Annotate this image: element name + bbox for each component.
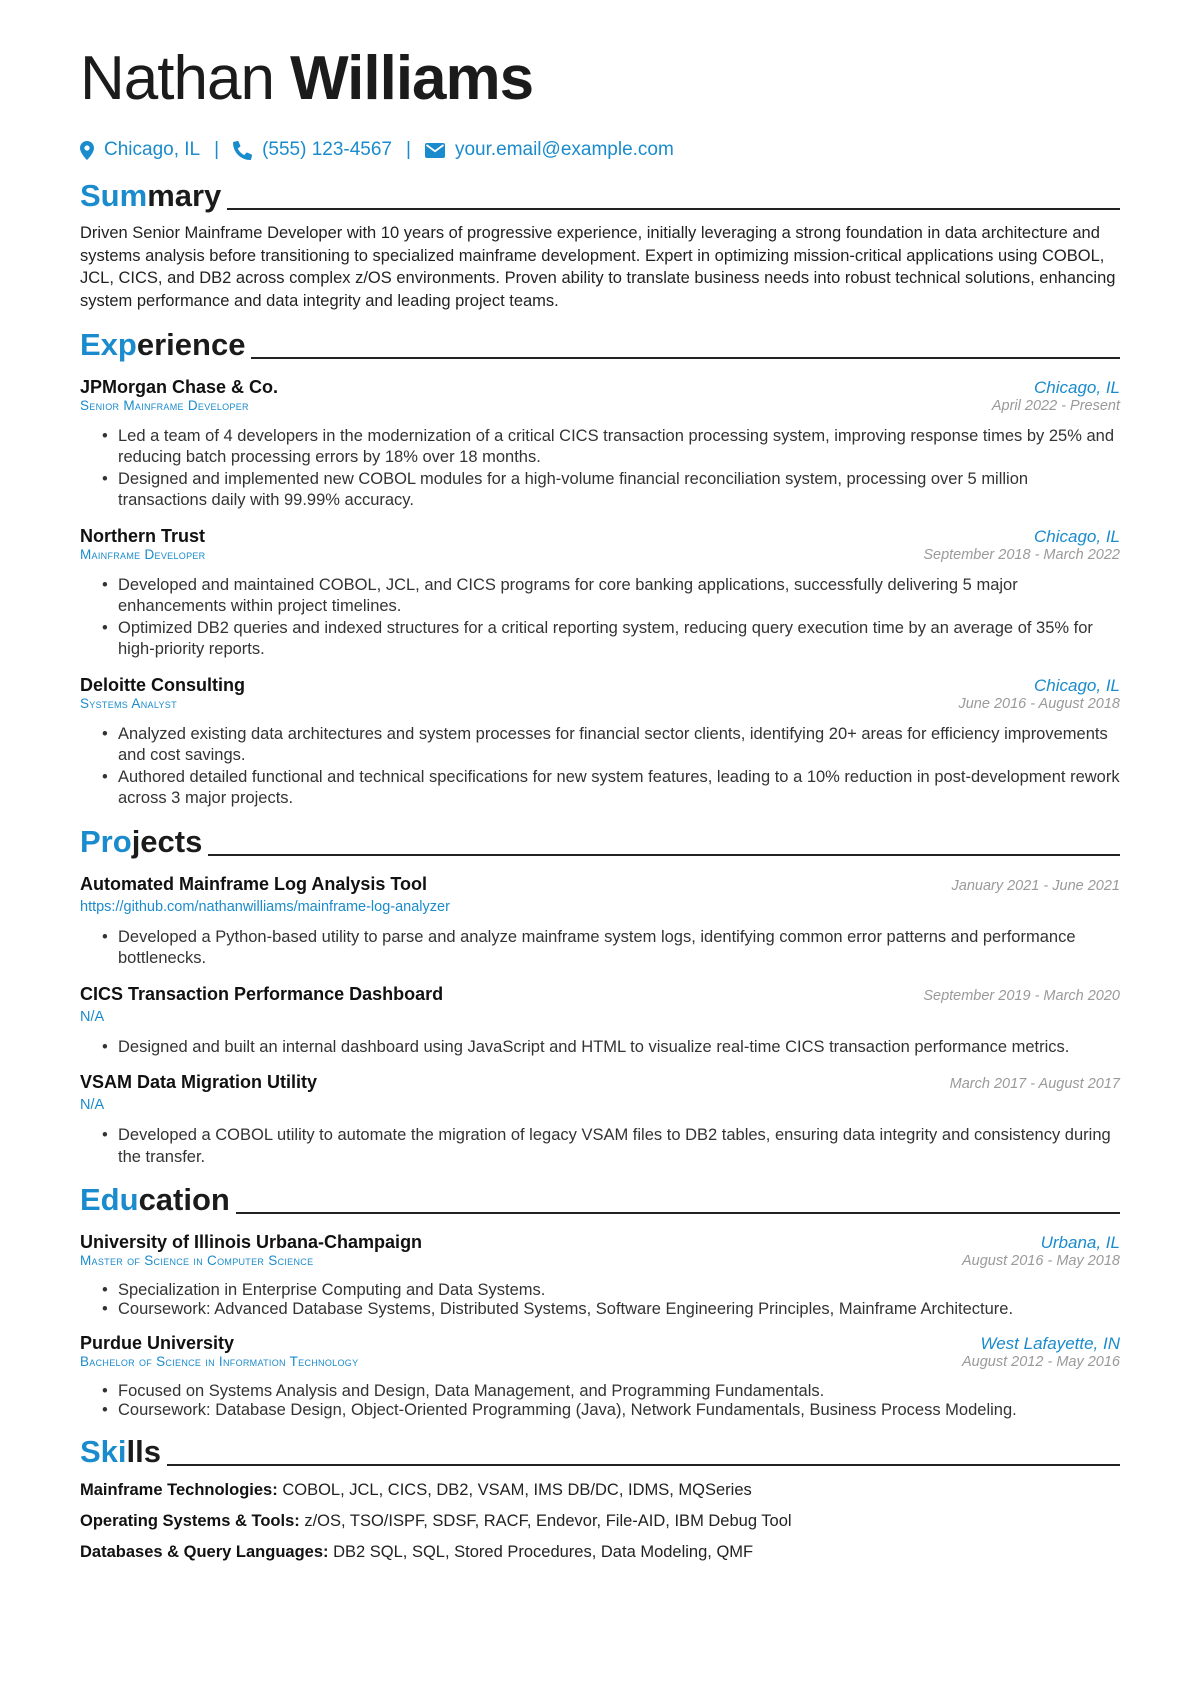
phone-icon [233,141,252,160]
experience-entry [80,526,1120,661]
section-rule [227,208,1120,210]
project-dates: January 2021 - June 2021 [951,877,1120,894]
section-rule [236,1212,1120,1214]
contact-phone[interactable] [233,139,392,161]
school-location: Urbana, IL [1040,1233,1120,1253]
job-dates: April 2022 - Present [991,397,1120,414]
location-text: Chicago, IL [104,139,201,160]
job-role: Systems Analyst [80,695,177,711]
email-text: your.email@example.com [454,139,674,160]
bullet-list [80,1382,1120,1420]
skill-value: z/OS, TSO/ISPF, SDSF, RACF, Endevor, File-AID, IBM Debug Tool [304,1512,792,1531]
bullet-list [80,426,1120,512]
education-entry [80,1333,1120,1420]
bullet-list [80,927,1120,970]
bullet-item: • Led a team of 4 developers in the modernization of a critical CICS transaction processing system, improving response times by 25% and reducing batch processing errors by 18% over 18 months. [118,426,1120,469]
skill-row [80,1542,1120,1563]
summary-section [80,174,1120,313]
section-header [80,174,1120,214]
section-title-experience [80,327,245,363]
skill-row [80,1511,1120,1532]
bullet-list [80,1037,1120,1059]
last-name: Williams [290,44,534,113]
bullet-item: • Designed and implemented new COBOL modules for a high-volume financial reconciliation system, processing over 5 million transactions daily with 99.99% accuracy. [118,469,1120,512]
section-title-summary [80,178,221,214]
job-dates: June 2016 - August 2018 [958,695,1120,712]
skill-label: Operating Systems & Tools: [80,1512,300,1531]
section-title-education [80,1182,230,1218]
project-link[interactable]: https://github.com/nathanwilliams/mainframe-log-analyzer [80,898,450,915]
experience-entry [80,377,1120,512]
phone-text: (555) 123-4567 [262,139,392,160]
section-rule [208,854,1120,856]
education-dates: August 2012 - May 2016 [962,1354,1120,1371]
school-name: University of Illinois Urbana-Champaign [80,1232,423,1253]
project-dates: September 2019 - March 2020 [923,987,1120,1004]
experience-entry [80,675,1120,810]
project-entry [80,1072,1120,1168]
title-rest: cation [138,1182,230,1218]
contact-separator: | [406,139,411,160]
title-highlight: Sum [80,178,148,213]
title-highlight: Edu [80,1182,139,1218]
project-entry [80,984,1120,1059]
project-link: N/A [80,1008,105,1025]
bullet-list [80,575,1120,661]
skill-row [80,1480,1120,1501]
title-highlight: Pro [80,823,132,859]
job-location: Chicago, IL [1034,675,1120,695]
title-highlight: Exp [80,326,137,362]
skill-label: Mainframe Technologies: [80,1481,278,1500]
section-title-skills [80,1434,161,1470]
section-title-projects [80,824,202,860]
bullet-list [80,1125,1120,1168]
project-title: CICS Transaction Performance Dashboard [80,983,444,1004]
bullet-item: • Focused on Systems Analysis and Design, Data Management, and Programming Fundamentals. [118,1382,1120,1401]
bullet-item: • Coursework: Database Design, Object-Oriented Programming (Java), Network Fundamentals, Business Process Modeling. [118,1401,1120,1420]
project-title: Automated Mainframe Log Analysis Tool [80,873,428,894]
contact-separator: | [214,139,220,160]
section-header [80,1430,1120,1470]
job-role: Mainframe Developer [80,546,206,562]
envelope-icon [425,143,445,158]
project-entry [80,874,1120,970]
company-name: JPMorgan Chase & Co. [80,376,279,397]
company-name: Deloitte Consulting [80,674,245,695]
school-name: Purdue University [80,1333,235,1354]
contact-email[interactable] [425,139,674,161]
skill-label: Databases & Query Languages: [80,1543,329,1562]
school-location: West Lafayette, IN [980,1334,1120,1354]
company-name: Northern Trust [80,525,206,546]
contact-location [80,139,200,161]
degree-name: Bachelor of Science in Information Technology [80,1354,359,1370]
title-rest: lls [126,1434,161,1470]
skill-value: COBOL, JCL, CICS, DB2, VSAM, IMS DB/DC, IDMS, MQSeries [282,1481,752,1500]
degree-name: Master of Science in Computer Science [80,1253,314,1269]
bullet-item: • Specialization in Enterprise Computing and Data Systems. [118,1281,1120,1300]
job-role: Senior Mainframe Developer [80,397,249,413]
section-header [80,820,1120,860]
bullet-item: • Optimized DB2 queries and indexed structures for a critical reporting system, reducing query execution time by an average of 35% for high-priority reports. [118,618,1120,661]
section-header [80,1178,1120,1218]
title-rest: erience [136,326,246,362]
skills-section [80,1430,1120,1563]
education-section [80,1178,1120,1420]
bullet-item: • Developed and maintained COBOL, JCL, and CICS programs for core banking applications, successfully delivering 5 major enhancements within project timelines. [118,575,1120,618]
bullet-item: • Coursework: Advanced Database Systems, Distributed Systems, Software Engineering Principles, Mainframe Architecture. [118,1300,1120,1319]
job-location: Chicago, IL [1034,377,1120,397]
section-rule [251,357,1120,359]
map-marker-icon [80,141,94,160]
bullet-item: • Developed a COBOL utility to automate the migration of legacy VSAM files to DB2 tables, ensuring data integrity and consistency during the transfer. [118,1125,1120,1168]
experience-section [80,323,1120,810]
contact-bar [80,136,1120,164]
title-highlight: Ski [80,1434,127,1470]
title-rest: jects [131,823,203,859]
job-location: Chicago, IL [1034,526,1120,546]
project-title: VSAM Data Migration Utility [80,1072,318,1093]
bullet-item: • Analyzed existing data architectures and system processes for financial sector clients, identifying 20+ areas for efficiency improvements and cost savings. [118,724,1120,767]
summary-text: Driven Senior Mainframe Developer with 10 years of progressive experience, initially leveraging a strong foundation in data architecture and systems analysis before transitioning to specialized mainframe development. Expert in optimizing mission-critical applications using COBOL, JCL, CICS, and DB2 across complex z/OS environments. Proven ability to translate business needs into robust technical solutions, enhancing system performance and data integrity and leading project teams. [80,224,1116,311]
resume-content [80,40,1120,1563]
title-rest: mary [147,178,222,213]
first-name: Nathan [80,44,274,113]
section-header [80,323,1120,363]
job-dates: September 2018 - March 2022 [923,546,1120,563]
bullet-item: • Developed a Python-based utility to parse and analyze mainframe system logs, identifying common error patterns and performance bottlenecks. [118,927,1120,970]
section-rule [167,1464,1120,1466]
project-link: N/A [80,1097,105,1114]
project-dates: March 2017 - August 2017 [949,1076,1120,1093]
skill-value: DB2 SQL, SQL, Stored Procedures, Data Modeling, QMF [333,1543,754,1562]
candidate-name [80,40,1120,118]
bullet-list [80,1281,1120,1319]
education-entry [80,1232,1120,1319]
projects-section [80,820,1120,1169]
bullet-item: • Authored detailed functional and technical specifications for new system features, leading to a 10% reduction in post-development rework across 3 major projects. [118,767,1120,810]
education-dates: August 2016 - May 2018 [962,1253,1120,1270]
bullet-list [80,724,1120,810]
bullet-item: • Designed and built an internal dashboard using JavaScript and HTML to visualize real-time CICS transaction performance metrics. [118,1037,1120,1059]
